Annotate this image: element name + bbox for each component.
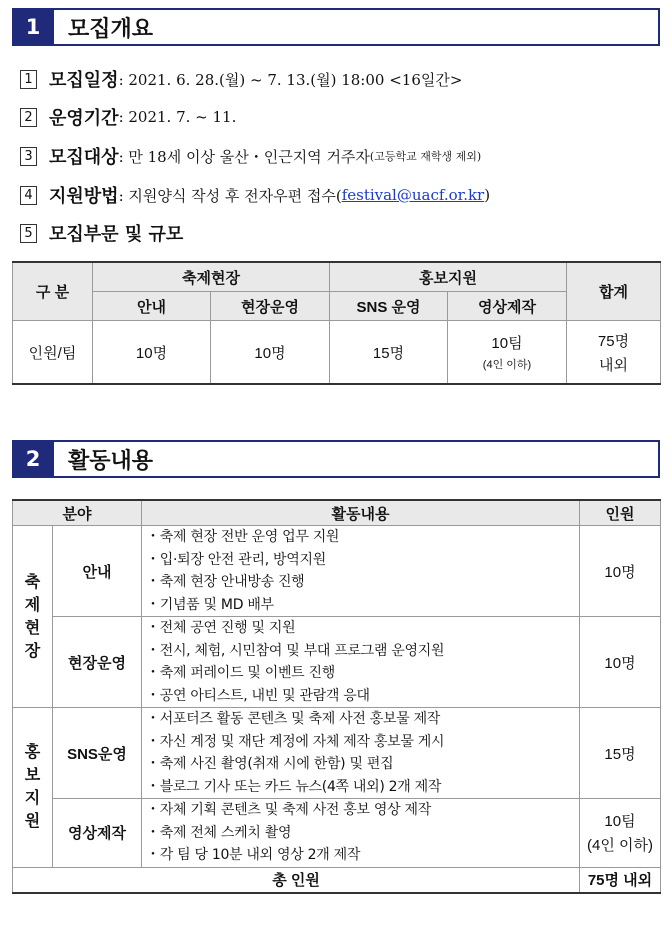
table-row xyxy=(13,617,661,708)
header-video: 영상제작 xyxy=(448,292,567,321)
item-schedule xyxy=(20,66,462,92)
activity-line: ・전시, 체험, 시민참여 및 부대 프로그램 운영지원 xyxy=(146,642,445,659)
category-char: 장 xyxy=(24,642,41,660)
people-sns: 15명 xyxy=(580,708,661,799)
table-row xyxy=(13,526,661,617)
item-number-box: 1 xyxy=(20,70,37,89)
people-guide: 10명 xyxy=(580,526,661,617)
recruitment-scale-table xyxy=(12,261,661,385)
value-total-cell xyxy=(567,321,661,385)
activity-line: ・서포터즈 활동 콘텐츠 및 축제 사전 홍보물 제작 xyxy=(146,711,441,727)
item-label: 모집부문 및 규모 xyxy=(49,224,184,245)
item-scale xyxy=(20,220,183,246)
section-1-header xyxy=(12,8,660,46)
table-row xyxy=(13,799,661,868)
table-row xyxy=(13,708,661,799)
people-video: 10팀 xyxy=(604,813,636,831)
section-2-title: 활동내용 xyxy=(54,440,660,478)
table-row xyxy=(13,321,661,385)
item-number-box: 5 xyxy=(20,224,37,243)
category-char: 원 xyxy=(24,813,41,831)
section-2-number: 2 xyxy=(12,440,54,478)
value-video: 10팀 xyxy=(491,335,523,352)
activity-line: ・블로그 기사 또는 카드 뉴스(4쪽 내외) 2개 제작 xyxy=(146,778,442,795)
category-char: 보 xyxy=(24,767,41,785)
header-promo-group: 홍보지원 xyxy=(330,262,567,292)
people-video-cell xyxy=(580,799,661,868)
activity-line: ・축제 퍼레이드 및 이벤트 진행 xyxy=(146,665,336,681)
category-char: 축 xyxy=(24,573,41,591)
sub-video: 영상제작 xyxy=(53,799,142,868)
item-number-box: 4 xyxy=(20,186,37,205)
item-note: (고등학교 재학생 제외) xyxy=(369,150,482,163)
item-label: 모집대상 xyxy=(49,147,119,168)
item-text: : 지원양식 작성 후 전자우편 접수( xyxy=(118,186,342,205)
section-2-header xyxy=(12,440,660,478)
item-target xyxy=(20,143,481,169)
activity-line: ・자신 계정 및 재단 계정에 자체 제작 홍보물 게시 xyxy=(146,733,445,750)
section-1-title: 모집개요 xyxy=(54,8,660,46)
category-char: 홍 xyxy=(24,744,41,762)
item-label: 지원방법 xyxy=(49,186,119,207)
item-text: : 2021. 7. ~ 11. xyxy=(118,108,237,126)
activity-line: ・전체 공연 진행 및 지원 xyxy=(146,620,296,636)
sub-sns: SNS운영 xyxy=(53,708,142,799)
activity-line: ・공연 아티스트, 내빈 및 관람객 응대 xyxy=(146,687,370,704)
item-number-box: 2 xyxy=(20,108,37,127)
sub-guide: 안내 xyxy=(53,526,142,617)
header-onsite: 현장운영 xyxy=(211,292,330,321)
activity-line: ・축제 현장 안내방송 진행 xyxy=(146,574,305,590)
people-video-note: (4인 이하) xyxy=(587,837,653,855)
category-festival xyxy=(13,526,53,708)
item-label: 운영기간 xyxy=(49,108,119,129)
item-method xyxy=(20,182,490,208)
value-sns: 15명 xyxy=(330,321,448,385)
item-tail: ) xyxy=(484,186,491,204)
value-onsite: 10명 xyxy=(211,321,330,385)
total-row xyxy=(13,867,661,893)
header-total: 합계 xyxy=(567,262,661,321)
category-char: 지 xyxy=(24,790,41,808)
value-video-cell xyxy=(448,321,567,385)
sub-onsite: 현장운영 xyxy=(53,617,142,708)
activity-line: ・입·퇴장 안전 관리, 방역지원 xyxy=(146,551,326,568)
total-label: 총 인원 xyxy=(13,867,580,893)
activity-line: ・기념품 및 MD 배부 xyxy=(146,596,274,613)
item-number-box: 3 xyxy=(20,147,37,166)
activity-list-onsite xyxy=(142,617,580,708)
header-division: 구 분 xyxy=(13,262,93,321)
item-label: 모집일정 xyxy=(49,70,119,91)
activity-line: ・축제 현장 전반 운영 업무 지원 xyxy=(146,529,340,545)
item-text: : 2021. 6. 28.(월) ~ 7. 13.(월) 18:00 <16일간> xyxy=(118,70,463,89)
category-promo xyxy=(13,708,53,868)
activity-list-guide xyxy=(142,526,580,617)
activity-line: ・각 팀 당 10분 내외 영상 2개 제작 xyxy=(146,847,361,863)
header-sns: SNS 운영 xyxy=(330,292,448,321)
activity-line: ・축제 전체 스케치 촬영 xyxy=(146,824,292,841)
header-festival-group: 축제현장 xyxy=(93,262,330,292)
header-activity: 활동내용 xyxy=(142,500,580,526)
section-1-number: 1 xyxy=(12,8,54,46)
header-guide: 안내 xyxy=(93,292,211,321)
header-field: 분야 xyxy=(13,500,142,526)
value-total-line2: 내외 xyxy=(599,356,628,374)
value-total-line1: 75명 xyxy=(597,332,630,350)
email-link[interactable]: festival@uacf.or.kr xyxy=(341,186,485,204)
header-people: 인원 xyxy=(580,500,661,526)
value-video-note: (4인 이하) xyxy=(482,359,532,371)
row-label: 인원/팀 xyxy=(13,321,93,385)
activity-list-video xyxy=(142,799,580,868)
item-period xyxy=(20,104,236,130)
activity-line: ・축제 사진 촬영(취재 시에 한함) 및 편집 xyxy=(146,756,394,772)
total-value: 75명 내외 xyxy=(580,867,661,893)
activity-list-sns xyxy=(142,708,580,799)
value-guide: 10명 xyxy=(93,321,211,385)
people-onsite: 10명 xyxy=(580,617,661,708)
category-char: 제 xyxy=(24,596,41,614)
activity-line: ・자체 기획 콘텐츠 및 축제 사전 홍보 영상 제작 xyxy=(146,802,431,818)
item-text: : 만 18세 이상 울산・인근지역 거주자 xyxy=(118,147,370,166)
activity-table xyxy=(12,499,661,894)
category-char: 현 xyxy=(24,619,41,637)
